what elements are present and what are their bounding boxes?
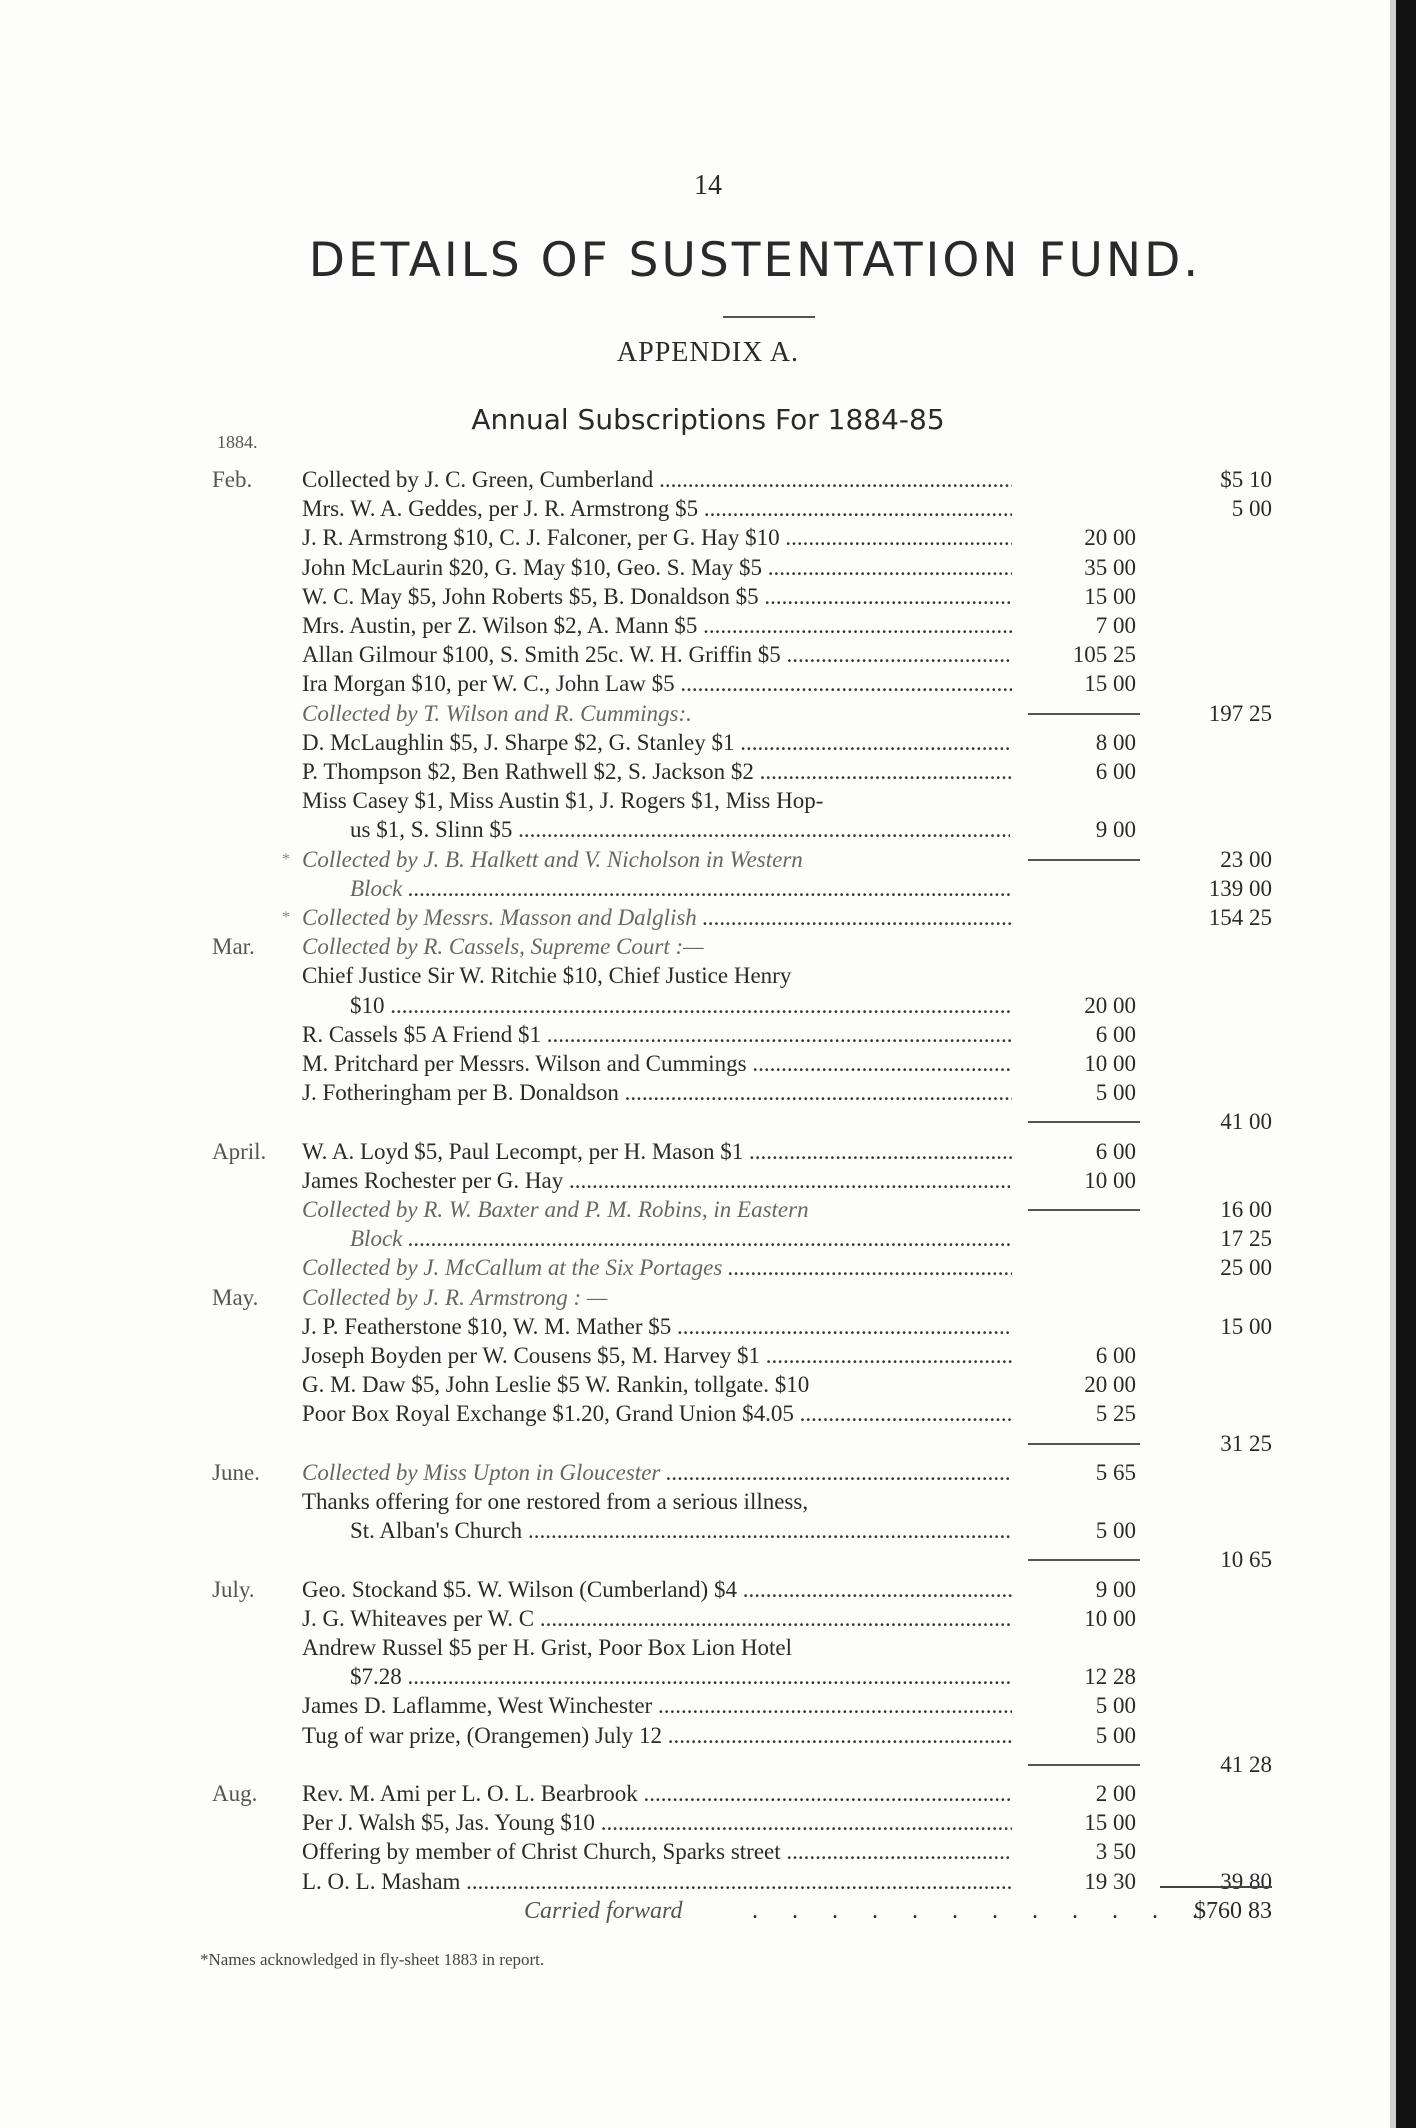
entry-description — [302, 1779, 1012, 1808]
table-row — [0, 1721, 1416, 1750]
month-label: April. — [212, 1139, 267, 1164]
dot-leader — [675, 671, 1012, 696]
dot-leader — [534, 1606, 1012, 1631]
entry-text: Chief Justice Sir W. Ritchie $10, Chief Justice Henry — [302, 963, 792, 988]
carried-forward-row — [0, 1898, 1416, 1930]
item-amount: 3 50 — [1095, 1839, 1136, 1864]
entry-text: Block — [350, 876, 403, 901]
table-row — [0, 1107, 1416, 1136]
entry-text: W. A. Loyd $5, Paul Lecompt, per H. Mason $1 — [302, 1139, 744, 1164]
table-row — [0, 961, 1416, 990]
item-amount: 15 00 — [1084, 584, 1136, 609]
entry-description — [302, 961, 1012, 990]
month-label: June. — [212, 1460, 260, 1485]
entry-description — [302, 1283, 1012, 1312]
dot-leader — [743, 1139, 1012, 1164]
entry-text: G. M. Daw $5, John Leslie $5 W. Rankin, tollgate. $10 — [302, 1372, 810, 1397]
entry-description — [302, 1399, 1012, 1428]
entry-text: St. Alban's Church — [350, 1518, 523, 1543]
entry-text: Collected by Miss Upton in Gloucester — [302, 1460, 661, 1485]
entry-text: Collected by J. C. Green, Cumberland — [302, 467, 654, 492]
entry-text: W. C. May $5, John Roberts $5, B. Donaldson $5 — [302, 584, 759, 609]
entry-description — [302, 757, 1012, 786]
entry-text: Allan Gilmour $100, S. Smith 25c. W. H. Griffin $5 — [302, 642, 781, 667]
entry-text: Collected by Messrs. Masson and Dalglish — [302, 905, 697, 930]
table-row — [0, 1662, 1416, 1691]
item-amount: 20 00 — [1084, 525, 1136, 550]
item-amount: 5 00 — [1095, 1723, 1136, 1748]
entry-text: Collected by R. W. Baxter and P. M. Robins, in Eastern — [302, 1197, 809, 1222]
entry-description — [302, 1458, 1012, 1487]
entry-text: Collected by R. Cassels, Supreme Court :— — [302, 934, 704, 959]
table-row — [0, 1137, 1416, 1166]
entry-text: Tug of war prize, (Orangemen) July 12 — [302, 1723, 663, 1748]
dot-leader — [747, 1051, 1012, 1076]
table-row — [0, 1370, 1416, 1399]
entry-text: Collected by T. Wilson and R. Cummings:. — [302, 701, 692, 726]
item-amount: 6 00 — [1095, 1343, 1136, 1368]
entry-description — [302, 1253, 1012, 1282]
total-amount: 139 00 — [1208, 876, 1272, 901]
dot-leader — [781, 642, 1012, 667]
item-amount: 10 00 — [1084, 1168, 1136, 1193]
table-row — [0, 1545, 1416, 1574]
dot-leader — [653, 467, 1012, 492]
year-label: 1884. — [217, 432, 258, 452]
dot-leader — [737, 1577, 1012, 1602]
entry-description — [302, 1370, 1012, 1399]
dot-leader — [698, 496, 1012, 521]
item-amount: 19 30 — [1084, 1869, 1136, 1894]
total-amount: 41 28 — [1220, 1752, 1272, 1777]
total-amount: 39 80 — [1220, 1869, 1272, 1894]
dot-leader — [697, 905, 1012, 930]
table-row — [0, 1283, 1416, 1312]
entry-description — [302, 1312, 1012, 1341]
table-row — [0, 991, 1416, 1020]
page-number: 14 — [694, 170, 722, 201]
item-amount: 9 00 — [1095, 1577, 1136, 1602]
entry-description — [302, 1166, 1012, 1195]
item-amount: 20 00 — [1084, 993, 1136, 1018]
page-title: DETAILS OF SUSTENTATION FUND. — [308, 233, 1202, 288]
dot-leader — [522, 1518, 1010, 1543]
total-amount: 154 25 — [1208, 905, 1272, 930]
table-row — [0, 1867, 1416, 1896]
table-row — [0, 1779, 1416, 1808]
dot-leader — [762, 555, 1012, 580]
total-rule — [1160, 1886, 1272, 1888]
footnote: *Names acknowledged in fly-sheet 1883 in report. — [200, 1950, 545, 1969]
entry-description — [302, 1575, 1012, 1604]
entry-text: Mrs. W. A. Geddes, per J. R. Armstrong $5 — [302, 496, 699, 521]
entry-description — [302, 699, 1012, 728]
table-row — [0, 523, 1416, 552]
month-label: May. — [212, 1285, 259, 1310]
table-row — [0, 903, 1416, 932]
entry-description — [302, 553, 1012, 582]
item-amount: 35 00 — [1084, 555, 1136, 580]
table-row — [0, 1312, 1416, 1341]
entry-description — [350, 874, 1010, 903]
total-amount: 197 25 — [1208, 701, 1272, 726]
entry-text: Block — [350, 1226, 403, 1251]
dot-leader — [662, 1723, 1012, 1748]
entry-description — [302, 728, 1012, 757]
entry-description — [302, 465, 1012, 494]
dot-leader — [595, 1810, 1012, 1835]
dot-leader — [512, 817, 1010, 842]
entry-description — [302, 1049, 1012, 1078]
dot-leader — [541, 1022, 1012, 1047]
dot-leader — [722, 1255, 1012, 1280]
entry-description — [302, 1691, 1012, 1720]
entry-text: Miss Casey $1, Miss Austin $1, J. Rogers $1, Miss Hop- — [302, 788, 824, 813]
dot-leader — [781, 1839, 1012, 1864]
subtotal-rule — [1028, 1121, 1140, 1123]
entry-description — [302, 845, 1012, 874]
entry-description — [302, 1867, 1012, 1896]
entry-text: John McLaurin $20, G. May $10, Geo. S. May $5 — [302, 555, 762, 580]
dot-leader — [734, 730, 1012, 755]
entry-text: Joseph Boyden per W. Cousens $5, M. Harvey $1 — [302, 1343, 761, 1368]
footnote-marker: * — [282, 851, 290, 868]
dot-leader — [660, 1460, 1012, 1485]
table-row — [0, 1253, 1416, 1282]
item-amount: 6 00 — [1095, 1139, 1136, 1164]
dot-leader — [760, 1343, 1012, 1368]
month-label: Aug. — [212, 1781, 258, 1806]
table-row — [0, 728, 1416, 757]
entry-description — [302, 582, 1012, 611]
total-amount: 41 00 — [1220, 1109, 1272, 1134]
subtotal-rule — [1028, 1443, 1140, 1445]
table-row — [0, 582, 1416, 611]
entry-text: R. Cassels $5 A Friend $1 — [302, 1022, 541, 1047]
dot-leader — [402, 1226, 1010, 1251]
entry-text: Andrew Russel $5 per H. Grist, Poor Box Lion Hotel — [302, 1635, 792, 1660]
total-amount: 15 00 — [1220, 1314, 1272, 1339]
total-amount: 17 25 — [1220, 1226, 1272, 1251]
carried-forward-leader: . . . . . . . . . . . . — [752, 1898, 1212, 1924]
item-amount: 5 00 — [1095, 1693, 1136, 1718]
entry-text: D. McLaughlin $5, J. Sharpe $2, G. Stanley $1 — [302, 730, 735, 755]
item-amount: 8 00 — [1095, 730, 1136, 755]
entry-text: Collected by J. McCallum at the Six Portages — [302, 1255, 723, 1280]
subtotal-rule — [1028, 859, 1140, 861]
entry-text: Offering by member of Christ Church, Sparks street — [302, 1839, 781, 1864]
entry-description — [302, 1604, 1012, 1633]
item-amount: 5 00 — [1095, 1518, 1136, 1543]
entry-text: us $1, S. Slinn $5 — [350, 817, 513, 842]
entry-description — [302, 1721, 1012, 1750]
table-row — [0, 1633, 1416, 1662]
table-row — [0, 1837, 1416, 1866]
carried-forward-total: $760 83 — [1194, 1898, 1272, 1924]
table-row — [0, 1458, 1416, 1487]
entry-description — [302, 786, 1012, 815]
table-row — [0, 786, 1416, 815]
dot-leader — [563, 1168, 1012, 1193]
dot-leader — [385, 993, 1011, 1018]
entry-text: Geo. Stockand $5. W. Wilson (Cumberland) $4 — [302, 1577, 737, 1602]
entry-description — [350, 1662, 1010, 1691]
month-label: July. — [212, 1577, 255, 1602]
entry-text: Ira Morgan $10, per W. C., John Law $5 — [302, 671, 675, 696]
table-row — [0, 1808, 1416, 1837]
entry-description — [350, 1516, 1010, 1545]
dot-leader — [671, 1314, 1012, 1339]
dot-leader — [759, 584, 1012, 609]
table-row — [0, 669, 1416, 698]
entry-text: Collected by J. R. Armstrong : — — [302, 1285, 608, 1310]
entry-text: Mrs. Austin, per Z. Wilson $2, A. Mann $5 — [302, 613, 698, 638]
table-row — [0, 757, 1416, 786]
entry-text: M. Pritchard per Messrs. Wilson and Cummings — [302, 1051, 747, 1076]
total-amount: 23 00 — [1220, 847, 1272, 872]
dot-leader — [697, 613, 1012, 638]
total-amount: 31 25 — [1220, 1431, 1272, 1456]
entry-description — [302, 1633, 1012, 1662]
subtotal-rule — [1028, 1209, 1140, 1211]
table-row — [0, 1224, 1416, 1253]
entry-text: J. Fotheringham per B. Donaldson — [302, 1080, 619, 1105]
item-amount: 9 00 — [1095, 817, 1136, 842]
total-amount: 10 65 — [1220, 1547, 1272, 1572]
entry-description — [302, 523, 1012, 552]
table-row — [0, 1575, 1416, 1604]
subtotal-rule — [1028, 1559, 1140, 1561]
table-row — [0, 611, 1416, 640]
table-row — [0, 1078, 1416, 1107]
item-amount: 15 00 — [1084, 671, 1136, 696]
item-amount: 5 25 — [1095, 1401, 1136, 1426]
entry-description — [302, 932, 1012, 961]
dot-leader — [794, 1401, 1012, 1426]
entry-text: Poor Box Royal Exchange $1.20, Grand Union $4.05 — [302, 1401, 794, 1426]
month-label: Mar. — [212, 934, 255, 959]
entry-text: Collected by J. B. Halkett and V. Nicholson in Western — [302, 847, 803, 872]
table-row — [0, 1691, 1416, 1720]
item-amount: 5 65 — [1095, 1460, 1136, 1485]
table-row — [0, 494, 1416, 523]
table-row — [0, 1399, 1416, 1428]
table-row — [0, 1487, 1416, 1516]
table-row — [0, 1020, 1416, 1049]
dot-leader — [754, 759, 1012, 784]
footnote-marker: * — [282, 909, 290, 926]
entry-text: Per J. Walsh $5, Jas. Young $10 — [302, 1810, 595, 1835]
dot-leader — [402, 1664, 1010, 1689]
item-amount: 15 00 — [1084, 1810, 1136, 1835]
table-row — [0, 1049, 1416, 1078]
entry-text: $10 — [350, 993, 385, 1018]
entry-description — [302, 1808, 1012, 1837]
total-amount: 25 00 — [1220, 1255, 1272, 1280]
table-row — [0, 465, 1416, 494]
item-amount: 2 00 — [1095, 1781, 1136, 1806]
table-row — [0, 1341, 1416, 1370]
entry-description — [302, 1078, 1012, 1107]
entry-description — [302, 903, 1012, 932]
item-amount: 6 00 — [1095, 759, 1136, 784]
total-amount: $5 10 — [1220, 467, 1272, 492]
entry-description — [302, 640, 1012, 669]
total-amount: 16 00 — [1220, 1197, 1272, 1222]
entry-description — [350, 991, 1010, 1020]
entry-description — [302, 1020, 1012, 1049]
entry-text: J. P. Featherstone $10, W. M. Mather $5 — [302, 1314, 672, 1339]
item-amount: 10 00 — [1084, 1606, 1136, 1631]
table-row — [0, 874, 1416, 903]
subtotal-rule — [1028, 713, 1140, 715]
item-amount: 20 00 — [1084, 1372, 1136, 1397]
entry-text: Thanks offering for one restored from a serious illness, — [302, 1489, 809, 1514]
entry-text: L. O. L. Masham — [302, 1869, 461, 1894]
dot-leader — [619, 1080, 1012, 1105]
table-row — [0, 553, 1416, 582]
entry-description — [302, 1195, 1012, 1224]
appendix-heading: APPENDIX A. — [616, 337, 800, 368]
item-amount: 105 25 — [1072, 642, 1136, 667]
entry-description — [350, 1224, 1010, 1253]
entry-text: James D. Laflamme, West Winchester — [302, 1693, 653, 1718]
entry-description — [302, 1487, 1012, 1516]
entry-description — [302, 669, 1012, 698]
entry-description — [302, 494, 1012, 523]
entry-text: J. R. Armstrong $10, C. J. Falconer, per G. Hay $10 — [302, 525, 780, 550]
table-row — [0, 1604, 1416, 1633]
dot-leader — [652, 1693, 1012, 1718]
entry-text: $7.28 — [350, 1664, 402, 1689]
dot-leader — [638, 1781, 1012, 1806]
item-amount: 5 00 — [1095, 1080, 1136, 1105]
section-subtitle: Annual Subscriptions For 1884-85 — [471, 403, 945, 436]
table-row — [0, 1195, 1416, 1224]
table-row — [0, 640, 1416, 669]
month-label: Feb. — [212, 467, 253, 492]
table-row — [0, 815, 1416, 844]
entry-description — [302, 1341, 1012, 1370]
entry-description — [302, 1837, 1012, 1866]
item-amount: 12 28 — [1084, 1664, 1136, 1689]
subtotal-rule — [1028, 1764, 1140, 1766]
total-amount: 5 00 — [1231, 496, 1272, 521]
table-row — [0, 932, 1416, 961]
table-row — [0, 1166, 1416, 1195]
item-amount: 6 00 — [1095, 1022, 1136, 1047]
title-divider — [723, 316, 815, 318]
item-amount: 10 00 — [1084, 1051, 1136, 1076]
table-row — [0, 699, 1416, 728]
entry-text: Rev. M. Ami per L. O. L. Bearbrook — [302, 1781, 638, 1806]
table-row — [0, 1516, 1416, 1545]
entry-description — [302, 1137, 1012, 1166]
dot-leader — [402, 876, 1010, 901]
dot-leader — [780, 525, 1012, 550]
entry-description — [350, 815, 1010, 844]
table-row — [0, 1750, 1416, 1779]
dot-leader — [460, 1869, 1012, 1894]
table-row — [0, 845, 1416, 874]
entry-description — [302, 611, 1012, 640]
entry-text: J. G. Whiteaves per W. C — [302, 1606, 535, 1631]
carried-forward-label: Carried forward — [524, 1898, 683, 1924]
item-amount: 7 00 — [1095, 613, 1136, 638]
entry-text: James Rochester per G. Hay — [302, 1168, 564, 1193]
entry-text: P. Thompson $2, Ben Rathwell $2, S. Jackson $2 — [302, 759, 754, 784]
table-row — [0, 1429, 1416, 1458]
